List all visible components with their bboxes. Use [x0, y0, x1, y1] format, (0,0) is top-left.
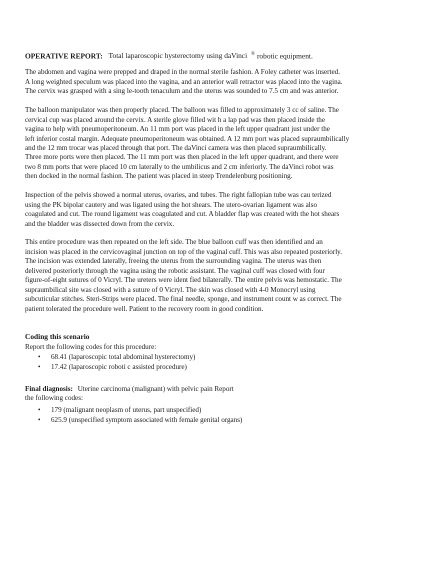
paragraph-ports [25, 106, 416, 182]
report-title-text: Total laparoscopic hysterectomy using daVinci [108, 51, 248, 61]
diagnosis-line-2: the following codes: [25, 394, 83, 403]
text-line: Inspection of the pelvis showed a normal uterus, ovaries, and tubes. The right fallopian tube was cau terized [25, 191, 332, 200]
coding-heading: Coding this scenario [25, 332, 90, 342]
text-line: using the PK bipolar cautery and was ligated using the hot shears. The utero-ovarian ligament was also [25, 200, 318, 209]
text-line: and the bladder was dissected down from the cervix. [25, 219, 175, 228]
text-line: A long weighted speculum was placed into the vagina, and an anterior wall retractor was placed into the vagina. [25, 77, 343, 86]
coding-intro: Report the following codes for this procedure: [25, 343, 157, 352]
report-title-suffix: robotic equipment. [256, 51, 313, 61]
spacer [25, 97, 416, 106]
text-line: The abdomen and vagina were prepped and draped in the normal sterile fashion. A Foley catheter was inserted. [25, 68, 340, 77]
text-line: patient tolerated the procedure well. Patient to the recovery room in good condition. [25, 304, 264, 313]
diagnosis-code-list [25, 405, 416, 425]
text-line: subcuticular stitches. Steri-Strips were placed. The final needle, sponge, and instrument count w as correct. The [25, 295, 342, 304]
report-title-label: OPERATIVE REPORT: [25, 51, 103, 61]
diagnosis-text: Uterine carcinoma (malignant) with pelvic pain Report [77, 385, 234, 394]
text-line: two 8 mm ports that were placed 10 cm laterally to the umbilicus and 2 cm inferiorly. The daVinci robot was [25, 162, 334, 171]
list-item: • 625.9 (unspecified symptom associated with female genital organs) [25, 415, 416, 425]
text-line: then docked in the normal fashion. The patient was placed in steep Trendelenburg positioning. [25, 172, 293, 181]
text-line: The balloon manipulator was then properly placed. The balloon was filled to approximately 3 cc of saline. The [25, 106, 339, 115]
paragraph-prep [25, 68, 416, 96]
report-title [25, 50, 416, 61]
text-line: left inferior costal margin. Adequate pneumoperitoneum was obtained. A 12 mm port was placed supraumbilically [25, 134, 350, 143]
paragraph-closure [25, 238, 416, 314]
spacer [25, 182, 416, 191]
text-line: The incision was extended laterally, freeing the uterus from the surrounding vagina. The uterus was then [25, 257, 322, 266]
spacer [25, 229, 416, 238]
text-line: supraumbilical site was closed with a suture of 0 Vicryl. The skin was closed with 4-0 Monocryl using [25, 285, 316, 294]
text-line: This entire procedure was then repeated on the left side. The blue balloon cuff was then identified and an [25, 238, 323, 247]
text-line: The cervix was grasped with a sing le-tooth tenaculum and the uterus was sounded to 7.5 cm and was anterior. [25, 87, 339, 96]
text-line: figure-of-eight sutures of 0 Vicryl. The ureters were ident fied bilaterally. The entire pelvis was hemostatic. The [25, 276, 342, 285]
text-line: delivered posteriorly through the vagina using the robotic assistant. The vaginal cuff was closed with four [25, 266, 325, 275]
text-line: and the 12 mm trocar was placed through that port. The daVinci camera was then placed supraumbilically. [25, 144, 327, 153]
text-line: coagulated and cut. The round ligament was coagulated and cut. A bladder flap was created with the hot shears [25, 210, 340, 219]
registered-mark: ® [251, 52, 255, 57]
spacer [25, 372, 416, 385]
diagnosis-label: Final diagnosis: [25, 385, 73, 394]
text-line: cervical cup was placed around the cervix. A sterile glove filled wit h a lap pad was then placed inside the [25, 115, 325, 124]
paragraph-inspection [25, 191, 416, 229]
text-line: vagina to help with pneumoperitoneum. An 11 mm port was placed in the left upper quadrant just under the [25, 125, 330, 134]
text-line: incision was placed in the cervicovaginal junction on top of the vaginal cuff. This was also repeated posteriorly. [25, 247, 343, 256]
list-item: • 179 (malignant neoplasm of uterus, part unspecified) [25, 405, 416, 415]
list-item: • 17.42 (laparoscopic roboti c assisted procedure) [25, 362, 416, 372]
spacer [25, 314, 416, 332]
text-line: Three more ports were then placed. The 11 mm port was then placed in the left upper quadrant, and there were [25, 153, 339, 162]
list-item: • 68.41 (laparoscopic total abdominal hysterectomy) [25, 352, 416, 362]
diagnosis-line [25, 385, 416, 394]
procedure-code-list [25, 352, 416, 372]
